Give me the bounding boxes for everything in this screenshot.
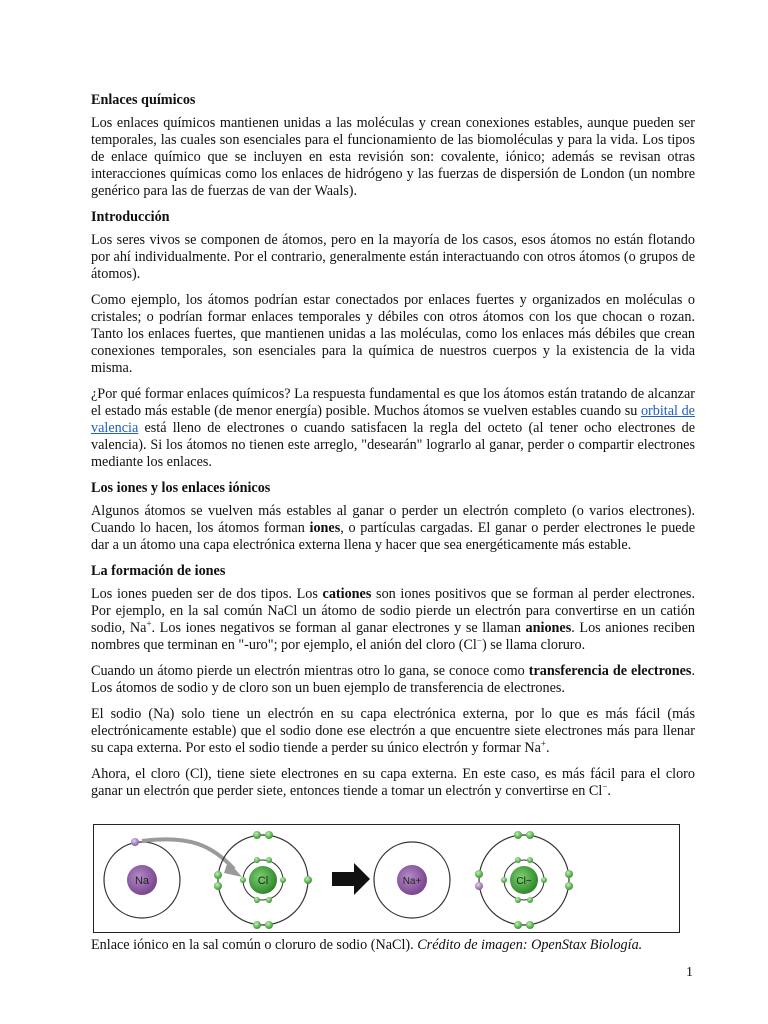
ionic-bond-diagram [94, 825, 678, 931]
paragraph: Los enlaces químicos mantienen unidas a las moléculas y crean conexiones estables, aunque pueden ser temporales, las cuales son esenciales para el funcionamiento de las biomoléculas y para la vida. Los tipos de enlace químico que se incluyen en esta revisión son: covalente, iónico; además se revisan otras interacciones químicas como los enlaces de hidrógeno y las fuerzas de dispersión de London (un nombre genérico para las de fuerzas de van der Waals). [91, 115, 695, 199]
atom-label-na: Na [134, 875, 150, 887]
page-number: 1 [686, 965, 693, 980]
paragraph: Ahora, el cloro (Cl), tiene siete electrones en su capa externa. En este caso, es más fácil para el cloro ganar un electrón que perder siete, entonces tiende a tomar un electrón y convertirse en Cl−. [91, 766, 695, 799]
orbital-de-valencia-link[interactable]: orbital de valencia [91, 403, 695, 436]
ionic-bond-figure [93, 824, 680, 933]
atom-label-cl: Cl [257, 875, 269, 887]
paragraph: Como ejemplo, los átomos podrían estar conectados por enlaces fuertes y organizados en moléculas o cristales; o podrían formar enlaces temporales y débiles con otros átomos con los que chocan o rozan. Tanto los enlaces fuertes, que mantienen unidas a las moléculas, como los enlaces más débiles que crean conexiones temporales, son esenciales para la química de nuestros cuerpos y la existencia de la vida misma. [91, 292, 695, 376]
heading-introduccion: Introducción [91, 209, 170, 225]
sodium-atom [104, 838, 180, 918]
atom-label-na-plus: Na+ [402, 876, 422, 887]
paragraph: Los seres vivos se componen de átomos, pero en la mayoría de los casos, esos átomos no están flotando por ahí individualmente. Por el contrario, generalmente están interactuando con otros átomos (o grupos de átomos). [91, 232, 695, 282]
chlorine-atom [214, 831, 312, 929]
atom-label-cl-minus: Cl− [516, 876, 532, 887]
heading-formacion-de-iones: La formación de iones [91, 563, 226, 579]
paragraph: El sodio (Na) solo tiene un electrón en su capa electrónica externa, por lo que es más fácil (más electrónicamente estable) que el sodio done ese electrón a que encuentre siete electrones más para llenar su capa externa. Por esto el sodio tiende a perder su único electrón y formar Na+. [91, 706, 695, 756]
heading-enlaces-quimicos: Enlaces químicos [91, 92, 196, 108]
paragraph: Algunos átomos se vuelven más estables al ganar o perder un electrón completo (o varios electrones). Cuando lo hacen, los átomos forman iones, o partículas cargadas. El ganar o perder electrones le puede dar a un átomo una capa electrónica externa llena y hacer que sea energéticamente más estable. [91, 503, 695, 553]
electron-dot [131, 838, 139, 846]
reaction-arrow-icon [332, 863, 370, 895]
paragraph: Cuando un átomo pierde un electrón mientras otro lo gana, se conoce como transferencia de electrones. Los átomos de sodio y de cloro son un buen ejemplo de transferencia de electrones. [91, 663, 695, 696]
paragraph: Los iones pueden ser de dos tipos. Los cationes son iones positivos que se forman al perder electrones. Por ejemplo, en la sal común NaCl un átomo de sodio pierde un electrón para convertirse en un catión sodio, Na+. Los iones negativos se forman al ganar electrones y se llaman aniones. Los aniones reciben nombres que terminan en "-uro"; por ejemplo, el anión del cloro (Cl−) se llama cloruro. [91, 586, 695, 653]
image-credit: Crédito de imagen: OpenStax Biología. [417, 937, 643, 953]
paragraph: ¿Por qué formar enlaces químicos? La respuesta fundamental es que los átomos están tratando de alcanzar el estado más estable (de menor energía) posible. Muchos átomos se vuelven estables cuando su orbital de valencia está lleno de electrones o cuando satisfacen la regla del octeto (al tener ocho electrones de valencia). Si los átomos no tienen este arreglo, "desearán" lograrlo al ganar, perder o compartir electrones mediante los enlaces. [91, 386, 695, 470]
document-body [91, 92, 695, 809]
sodium-ion [374, 842, 450, 918]
figure-caption: Enlace iónico en la sal común o cloruro de sodio (NaCl). Crédito de imagen: OpenStax Biología. [91, 937, 643, 953]
chloride-ion [475, 831, 573, 929]
heading-iones-enlaces-ionicos: Los iones y los enlaces iónicos [91, 480, 271, 496]
